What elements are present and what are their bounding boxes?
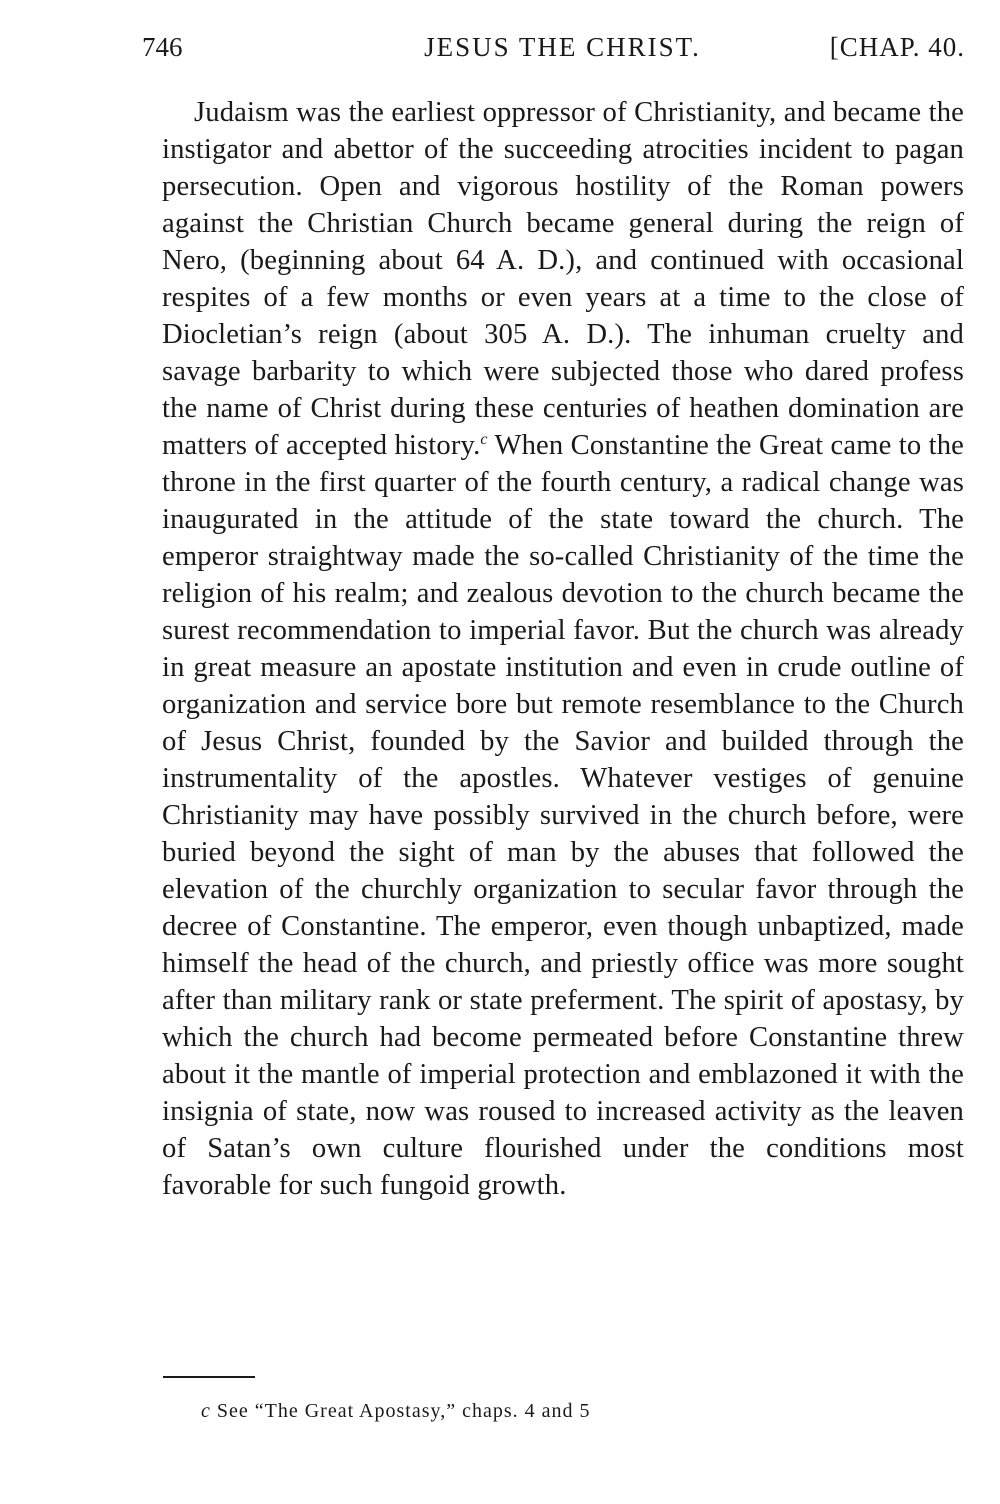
body-paragraph [162, 94, 964, 1204]
footnote-reference-mark: c [480, 431, 488, 448]
footnote [201, 1400, 590, 1423]
page-header [142, 32, 965, 72]
footnote-text: See “The Great Apostasy,” chaps. 4 and 5 [216, 1400, 591, 1422]
paragraph-text-part-1: Judaism was the earliest oppressor of Christianity, and became the instigator and abettor of the succeeding atrocities incident to pagan persecution. Open and vigorous hostility of the Roman powers against the Christian Church became general during the reign of Nero, (beginning about 64 A. D.), and continued with occasional respites of a few months or even years at a time to the close of Diocletian’s reign (about 305 A. D.). The inhuman cruelty and savage barbarity to which were subjected those who dared profess the name of Christ during these centuries of heathen domination are matters of accepted history. [162, 97, 964, 461]
page-number: 746 [142, 32, 183, 62]
running-title: JESUS THE CHRIST. [424, 32, 701, 62]
footnote-divider [163, 1376, 255, 1378]
chapter-reference: [CHAP. 40. [829, 32, 965, 62]
paragraph-text-part-2: When Constantine the Great came to the throne in the first quarter of the fourth century, a radical change was inaugurated in the attitude of the state toward the church. The emperor straightway made the so-called Christianity of the time the religion of his realm; and zealous devotion to the church became the surest recommendation to imperial favor. But the church was already in great measure an apostate institution and even in crude outline of organization and service bore but remote resemblance to the Church of Jesus Christ, founded by the Savior and builded through the instrumentality of the apostles. Whatever vestiges of genuine Christianity may have possibly survived in the church before, were buried beyond the sight of man by the abuses that followed the elevation of the churchly organization to secular favor through the decree of Constantine. The emperor, even though unbaptized, made himself the head of the church, and priestly office was more sought after than military rank or state preferment. The spirit of apostasy, by which the church had become permeated before Constantine threw about it the mantle of imperial protection and emblazoned it with the insignia of state, now was roused to increased activity as the leaven of Satan’s own culture flourished under the conditions most favorable for such fungoid growth. [162, 430, 964, 1201]
footnote-mark: c [201, 1400, 211, 1422]
